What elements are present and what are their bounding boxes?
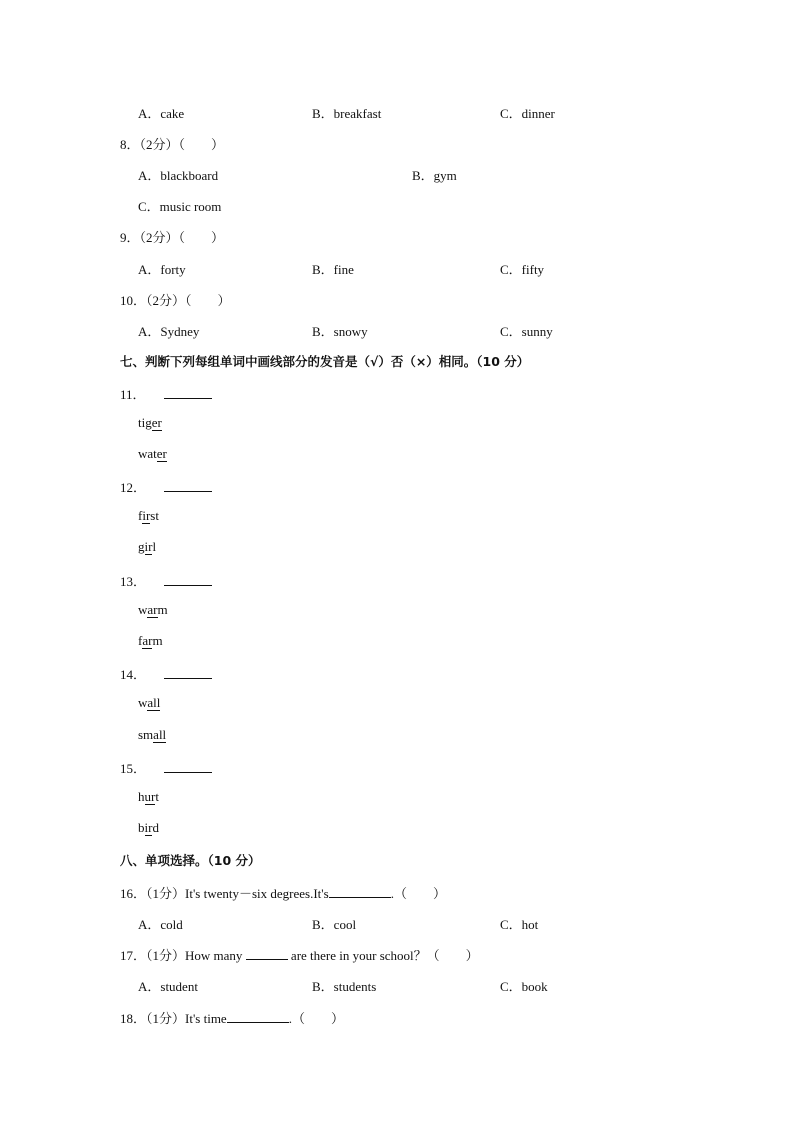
underlined-part: ar bbox=[142, 633, 153, 648]
q8-option-a: A．blackboard bbox=[138, 168, 219, 183]
q8-stem: 8．（2分）（ ） bbox=[120, 137, 225, 152]
word-part: st bbox=[150, 508, 159, 523]
q15-num: 15． bbox=[120, 761, 147, 776]
q11-number bbox=[120, 384, 212, 403]
word-part: tig bbox=[138, 415, 152, 430]
q11-word-1 bbox=[138, 415, 162, 431]
q14-number bbox=[120, 664, 212, 683]
q12-num: 12． bbox=[120, 480, 147, 495]
underlined-part: ir bbox=[144, 820, 153, 835]
q12-word-2 bbox=[138, 539, 156, 555]
q18-stem bbox=[120, 1008, 344, 1027]
q10-option-a: A．Sydney bbox=[138, 324, 200, 339]
section-7-heading: 七、判断下列每组单词中画线部分的发音是（√）否（×）相同。（10 分） bbox=[120, 354, 530, 369]
underlined-part: ir bbox=[144, 539, 153, 554]
q7-option-a: A．cake bbox=[138, 106, 185, 121]
q14-answer-blank[interactable] bbox=[164, 664, 212, 679]
underlined-part: all bbox=[147, 695, 161, 710]
q18-text: 18．（1分）It's time bbox=[120, 1011, 227, 1026]
q8-option-c: C．music room bbox=[138, 199, 222, 214]
q11-word-2 bbox=[138, 446, 167, 462]
q9-stem: 9．（2分）（ ） bbox=[120, 230, 225, 245]
q9-option-c: C．fifty bbox=[500, 262, 545, 277]
q17-text-end: are there in your school？（ ） bbox=[287, 948, 479, 963]
q16-stem bbox=[120, 883, 446, 902]
q16-option-b: B．cool bbox=[312, 917, 357, 932]
q13-num: 13． bbox=[120, 574, 147, 589]
q15-answer-blank[interactable] bbox=[164, 758, 212, 773]
q7-option-b: B．breakfast bbox=[312, 106, 382, 121]
word-part: h bbox=[138, 789, 145, 804]
q8-option-b: B．gym bbox=[412, 168, 457, 183]
underlined-part: er bbox=[151, 415, 162, 430]
word-part: t bbox=[155, 789, 159, 804]
q14-word-2 bbox=[138, 727, 166, 743]
underlined-part: all bbox=[153, 727, 167, 742]
q10-stem: 10．（2分）（ ） bbox=[120, 293, 231, 308]
word-part: wat bbox=[138, 446, 157, 461]
q9-option-a: A．forty bbox=[138, 262, 186, 277]
q15-number bbox=[120, 758, 212, 777]
q17-text: 17．（1分）How many bbox=[120, 948, 246, 963]
q15-word-2 bbox=[138, 820, 159, 836]
q15-word-1 bbox=[138, 789, 159, 805]
q10-option-c: C．sunny bbox=[500, 324, 553, 339]
section-8-heading: 八、单项选择。（10 分） bbox=[120, 853, 261, 868]
q13-word-1 bbox=[138, 602, 168, 618]
q13-answer-blank[interactable] bbox=[164, 571, 212, 586]
underlined-part: ar bbox=[147, 602, 158, 617]
q14-num: 14． bbox=[120, 667, 147, 682]
q9-option-b: B．fine bbox=[312, 262, 354, 277]
word-part: w bbox=[138, 602, 148, 617]
q12-answer-blank[interactable] bbox=[164, 477, 212, 492]
q16-option-c: C．hot bbox=[500, 917, 539, 932]
word-part: g bbox=[138, 539, 145, 554]
q12-number bbox=[120, 477, 212, 496]
underlined-part: er bbox=[156, 446, 167, 461]
q12-word-1 bbox=[138, 508, 159, 524]
q17-option-b: B．students bbox=[312, 979, 377, 994]
q16-text: 16．（1分）It's twenty－six degrees.It's bbox=[120, 886, 329, 901]
word-part: f bbox=[138, 508, 143, 523]
q16-answer-blank[interactable] bbox=[329, 883, 391, 898]
word-part: sm bbox=[138, 727, 154, 742]
q10-option-b: B．snowy bbox=[312, 324, 368, 339]
q13-word-2 bbox=[138, 633, 163, 649]
word-part: w bbox=[138, 695, 148, 710]
q13-number bbox=[120, 571, 212, 590]
q18-text-end: .（ ） bbox=[288, 1011, 344, 1026]
q16-text-end: .（ ） bbox=[390, 886, 446, 901]
q16-option-a: A．cold bbox=[138, 917, 183, 932]
q11-answer-blank[interactable] bbox=[164, 384, 212, 399]
underlined-part: ir bbox=[142, 508, 151, 523]
word-part: l bbox=[152, 539, 157, 554]
q7-option-c: C．dinner bbox=[500, 106, 555, 121]
underlined-part: ur bbox=[144, 789, 156, 804]
q14-word-1 bbox=[138, 695, 160, 711]
q11-num: 11． bbox=[120, 387, 146, 402]
q18-answer-blank[interactable] bbox=[227, 1008, 289, 1023]
q17-stem bbox=[120, 945, 479, 964]
word-part: m bbox=[152, 633, 163, 648]
word-part: m bbox=[157, 602, 168, 617]
q17-option-a: A．student bbox=[138, 979, 198, 994]
word-part: b bbox=[138, 820, 145, 835]
word-part: f bbox=[138, 633, 143, 648]
q17-option-c: C．book bbox=[500, 979, 548, 994]
q17-answer-blank[interactable] bbox=[246, 945, 288, 960]
word-part: d bbox=[152, 820, 159, 835]
